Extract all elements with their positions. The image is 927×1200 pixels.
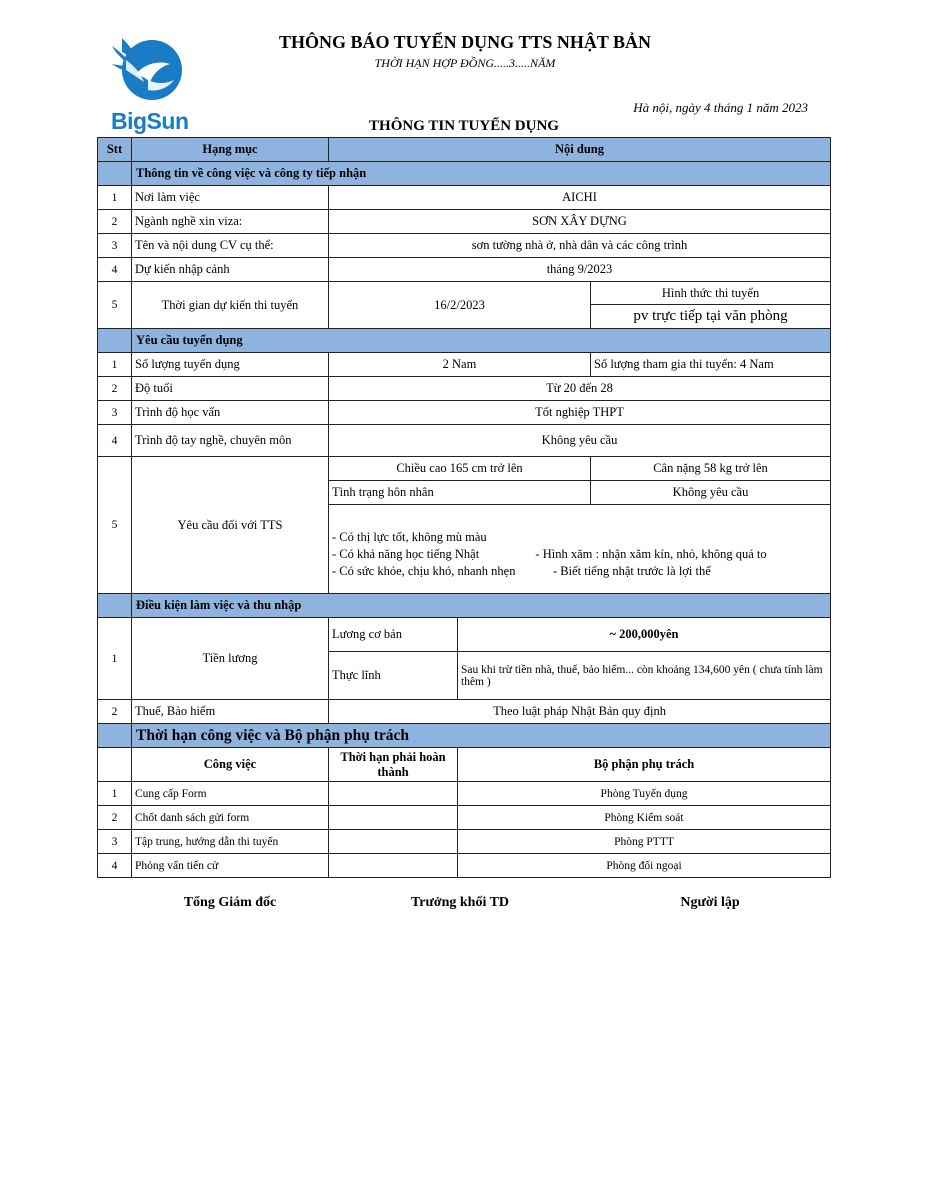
row-label: Thời gian dự kiến thi tuyển — [132, 282, 329, 329]
task-dept: Phòng Kiểm soát — [458, 806, 831, 830]
marital-status-label: Tình trạng hôn nhân — [329, 481, 591, 505]
row-value: sơn tường nhà ở, nhà dân và các công trình — [329, 234, 831, 258]
section-stt-cell — [98, 329, 132, 353]
row-stt: 1 — [98, 782, 132, 806]
row-label: Số lượng tuyển dụng — [132, 353, 329, 377]
section-row — [98, 724, 831, 748]
row-label: Nơi làm việc — [132, 186, 329, 210]
signature-preparer: Người lập — [680, 895, 740, 910]
table-row — [98, 457, 831, 481]
table-row — [98, 618, 831, 652]
col-header-task: Công việc — [132, 748, 329, 782]
row-stt: 2 — [98, 806, 132, 830]
section-row — [98, 162, 831, 186]
task-deadline — [329, 782, 458, 806]
col-header-deadline: Thời hạn phải hoàn thành — [329, 748, 458, 782]
table-row — [98, 282, 831, 305]
col-header-stt: Stt — [98, 138, 132, 162]
table-row — [98, 186, 831, 210]
exam-participants: Số lượng tham gia thi tuyển: 4 Nam — [591, 353, 831, 377]
height-requirement: Chiều cao 165 cm trở lên — [329, 457, 591, 481]
col-header-dept: Bộ phận phụ trách — [458, 748, 831, 782]
table-row — [98, 353, 831, 377]
net-salary-value: Sau khi trừ tiền nhà, thuế, bảo hiểm... còn khoảng 134,600 yên ( chưa tính làm thêm ) — [458, 652, 831, 700]
task-dept: Phòng PTTT — [458, 830, 831, 854]
task-name: Cung cấp Form — [132, 782, 329, 806]
marital-status-value: Không yêu cầu — [591, 481, 831, 505]
recruitment-table — [97, 137, 831, 878]
row-value: Theo luật pháp Nhật Bản quy định — [329, 700, 831, 724]
table-subheader-row — [98, 748, 831, 782]
table-row — [98, 258, 831, 282]
section-title: Thời hạn công việc và Bộ phận phụ trách — [132, 724, 831, 748]
base-salary-label: Lương cơ bản — [329, 618, 458, 652]
row-stt: 4 — [98, 425, 132, 457]
row-label: Trình độ tay nghề, chuyên môn — [132, 425, 329, 457]
table-row — [98, 854, 831, 878]
weight-requirement: Cân nặng 58 kg trở lên — [591, 457, 831, 481]
row-stt: 2 — [98, 210, 132, 234]
table-title: THÔNG TIN TUYỂN DỤNG — [369, 118, 559, 134]
task-deadline — [329, 854, 458, 878]
row-value: AICHI — [329, 186, 831, 210]
section-row — [98, 594, 831, 618]
other-requirements — [329, 505, 831, 594]
signature-director: Tổng Giám đốc — [183, 895, 277, 910]
row-label: Trình độ học vấn — [132, 401, 329, 425]
task-deadline — [329, 806, 458, 830]
task-deadline — [329, 830, 458, 854]
section-title: Thông tin về công việc và công ty tiếp nhận — [132, 162, 831, 186]
row-label: Thuế, Bảo hiểm — [132, 700, 329, 724]
row-stt: 2 — [98, 700, 132, 724]
section-row — [98, 329, 831, 353]
requirement-line: - Có sức khỏe, chịu khó, nhanh nhẹn - Biết tiếng nhật trước là lợi thế — [332, 563, 711, 578]
row-value: 2 Nam — [329, 353, 591, 377]
row-value: tháng 9/2023 — [329, 258, 831, 282]
row-label: Độ tuổi — [132, 377, 329, 401]
row-stt: 3 — [98, 401, 132, 425]
row-label: Yêu cầu đối với TTS — [132, 457, 329, 594]
row-stt: 3 — [98, 234, 132, 258]
section-title: Điều kiện làm việc và thu nhập — [132, 594, 831, 618]
subheader-empty-cell — [98, 748, 132, 782]
row-stt: 1 — [98, 186, 132, 210]
task-name: Chốt danh sách gửi form — [132, 806, 329, 830]
row-stt: 4 — [98, 258, 132, 282]
table-row — [98, 782, 831, 806]
row-label: Ngành nghề xin viza: — [132, 210, 329, 234]
row-stt: 5 — [98, 457, 132, 594]
table-row — [98, 806, 831, 830]
col-header-content: Nội dung — [329, 138, 831, 162]
table-row — [98, 830, 831, 854]
row-stt: 5 — [98, 282, 132, 329]
row-label: Tên và nội dung CV cụ thể: — [132, 234, 329, 258]
task-name: Tập trung, hướng dẫn thi tuyển — [132, 830, 329, 854]
row-label: Dự kiến nhập cảnh — [132, 258, 329, 282]
row-stt: 3 — [98, 830, 132, 854]
section-stt-cell — [98, 594, 132, 618]
row-stt: 1 — [98, 353, 132, 377]
task-dept: Phòng Tuyển dụng — [458, 782, 831, 806]
section-stt-cell — [98, 724, 132, 748]
col-header-item: Hạng mục — [132, 138, 329, 162]
brand-name: BigSun — [111, 108, 189, 134]
row-value: Tốt nghiệp THPT — [329, 401, 831, 425]
requirement-line: - Có khả năng học tiếng Nhật - Hình xăm : nhận xăm kín, nhỏ, không quá to — [332, 546, 767, 561]
document-title: THÔNG BÁO TUYỂN DỤNG TTS NHẬT BẢN — [278, 32, 652, 52]
row-value: Từ 20 đến 28 — [329, 377, 831, 401]
requirement-line: - Có thị lực tốt, không mù màu — [332, 529, 487, 544]
table-row — [98, 377, 831, 401]
row-stt: 2 — [98, 377, 132, 401]
bigsun-logo — [108, 30, 198, 135]
bird-logo-icon — [108, 30, 188, 106]
document-date: Hà nội, ngày 4 tháng 1 năm 2023 — [633, 100, 808, 115]
signature-td-head: Trưởng khối TD — [410, 895, 510, 910]
section-stt-cell — [98, 162, 132, 186]
row-stt: 1 — [98, 618, 132, 700]
exam-form-value: pv trực tiếp tại văn phòng — [591, 305, 831, 329]
row-stt: 4 — [98, 854, 132, 878]
task-dept: Phòng đối ngoại — [458, 854, 831, 878]
table-row — [98, 210, 831, 234]
exam-form-label: Hình thức thi tuyển — [591, 282, 831, 305]
task-name: Phỏng vấn tiến cử — [132, 854, 329, 878]
table-row — [98, 401, 831, 425]
base-salary-value: ~ 200,000yên — [458, 618, 831, 652]
row-value: Không yêu cầu — [329, 425, 831, 457]
section-title: Yêu cầu tuyển dụng — [132, 329, 831, 353]
net-salary-label: Thực lĩnh — [329, 652, 458, 700]
table-header-row — [98, 138, 831, 162]
exam-date-value: 16/2/2023 — [329, 282, 591, 329]
row-value: SƠN XÂY DỰNG — [329, 210, 831, 234]
table-row — [98, 234, 831, 258]
row-label: Tiền lương — [132, 618, 329, 700]
table-row — [98, 700, 831, 724]
table-row — [98, 425, 831, 457]
contract-term: THỜI HẠN HỢP ĐỒNG.....3.....NĂM — [374, 56, 556, 70]
